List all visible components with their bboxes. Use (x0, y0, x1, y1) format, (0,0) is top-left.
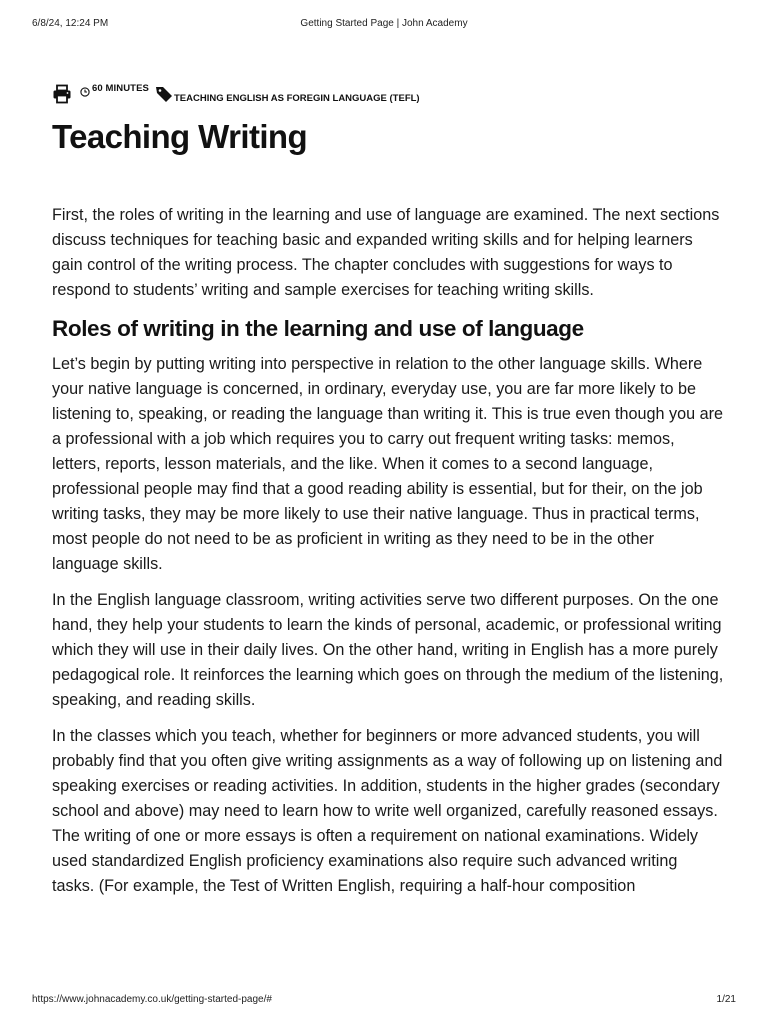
body-paragraph: In the classes which you teach, whether for beginners or more advanced students, you will probably find that you often give writing assignments as a way of following up on listening and speaking exercises or reading activities. In addition, students in the higher grades (secondary school and above) may need to learn how to write well organized, carefully reasoned essays. The writing of one or more essays is often a requirement on national examinations. Widely used standardized English proficiency examinations also require such advanced writing tasks. (For example, the Test of Written English, requiring a half-hour composition (52, 727, 723, 895)
body-paragraph: In the English language classroom, writing activities serve two different purposes. On the one hand, they help your students to learn the kinds of personal, academic, or professional writing which they will use in their daily lives. On the other hand, writing in English has a more purely pedagogical role. It reinforces the learning which goes on through the medium of the listening, speaking, and reading skills. (52, 591, 724, 709)
section-heading: Roles of writing in the learning and use of language (52, 316, 584, 341)
intro-paragraph: First, the roles of writing in the learning and use of language are examined. The next sections discuss techniques for teaching basic and expanded writing skills and for helping learners gain control of the writing process. The chapter concludes with suggestions for ways to respond to students’ writing and sample exercises for teaching writing skills. (52, 206, 720, 299)
clock-icon (80, 84, 90, 94)
tag-icon (154, 83, 174, 103)
print-page-title: Getting Started Page | John Academy (300, 18, 468, 29)
page-counter: 1/21 (716, 994, 736, 1005)
article-body (52, 203, 724, 984)
lesson-meta-bar (52, 82, 712, 108)
print-datetime: 6/8/24, 12:24 PM (32, 18, 109, 29)
course-link[interactable]: TEACHING ENGLISH AS FOREGIN LANGUAGE (TEFL) (174, 93, 420, 104)
body-paragraph: Let’s begin by putting writing into perspective in relation to the other language skills. Where your native language is concerned, in ordinary, everyday use, you are far more likely to be listening to, speaking, or reading the language than writing it. This is true even though you are a professional with a job which requires you to carry out frequent writing tasks: memos, letters, reports, lesson materials, and the like. When it comes to a second language, professional people may find that a good reading ability is essential, but for their, on the job writing tasks, they may be more likely to use their native language. Thus in practical terms, most people do not need to be as proficient in writing as they need to be in the other language skills. (52, 355, 724, 573)
print-footer (0, 994, 768, 1008)
lesson-duration: 60 MINUTES (92, 83, 149, 94)
page-url: https://www.johnacademy.co.uk/getting-started-page/# (32, 994, 272, 1005)
print-header (0, 18, 768, 32)
page-title: Teaching Writing (52, 118, 308, 155)
printer-icon[interactable] (52, 84, 72, 104)
